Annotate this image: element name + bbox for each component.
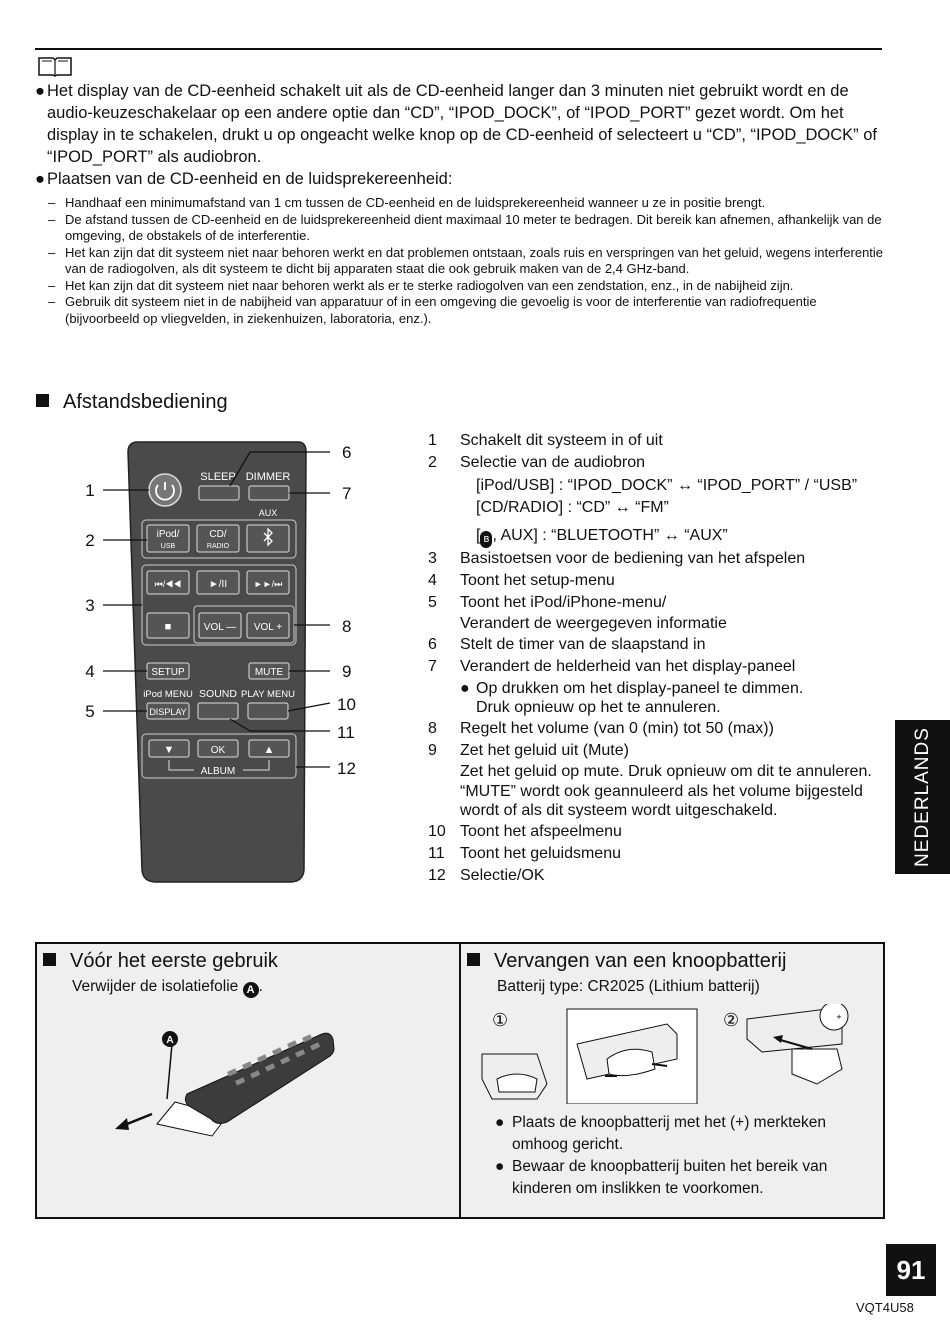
battery-title: Vervangen van een knoopbatterij — [494, 950, 787, 972]
legend-item-7a: Op drukken om het display-paneel te dimmen. — [476, 679, 804, 697]
dash-item: Gebruik dit systeem niet in de nabijheid van apparatuur of in een omgeving die gevoelig is voor de interferentie van radiofrequentie (bijvoorbeeld op vliegvelden, in ziekenhuizen, laboratoria, enz.). — [65, 294, 817, 326]
section-heading — [36, 391, 228, 414]
legend-item-2c — [428, 525, 878, 548]
legend-number: 4 — [428, 571, 437, 589]
legend-item-9: Zet het geluid uit (Mute) — [460, 741, 629, 759]
legend-number: 8 — [428, 719, 437, 737]
vol-up-label: VOL + — [253, 622, 283, 633]
legend-item-4: Toont het setup-menu — [460, 571, 615, 589]
first-use-title: Vóór het eerste gebruik — [70, 950, 278, 972]
legend-item-7: Verandert de helderheid van het display-paneel — [460, 658, 796, 676]
legend-item-2c-text: , AUX] : “BLUETOOTH” ↔ “AUX” — [492, 526, 728, 544]
remote-legend — [428, 430, 878, 888]
callout-5: 5 — [85, 702, 95, 721]
display-label: DISPLAY — [149, 707, 187, 717]
callout-9: 9 — [342, 662, 352, 681]
vol-down-label: VOL — — [203, 622, 237, 633]
legend-item-9b: Zet het geluid op mute. Druk opnieuw om dit te annuleren. “MUTE” wordt ook geannuleerd als het volume bijgesteld wordt of als dit systeem wordt uitgeschakeld. — [460, 763, 872, 820]
play-menu-label: PLAY MENU — [240, 689, 296, 700]
square-bullet-icon — [43, 953, 56, 966]
ipod-menu-label: iPod MENU — [143, 689, 193, 700]
battery-replacement-illustration — [477, 1004, 857, 1104]
legend-item-2b: [CD/RADIO] : “CD” ↔ “FM” — [476, 498, 669, 516]
legend-number: 10 — [428, 822, 446, 840]
notes-block: ● Het display van de CD-eenheid schakelt uit als de CD-eenheid langer dan 3 minuten niet gebruikt wordt en de audio-keuzeschakelaar op een andere optie dan “CD”, “IPOD_DOCK”, of “IPOD_PORT” gezet wordt. Om het display in te schakelen, drukt u op ongeacht welke knop op de CD-eenheid of selecteert u “CD”, “IPOD_DOCK” of “IPOD_PORT” als audiobron. ● Plaatsen van de CD-eenheid en de luidsprekereenheid: — [35, 80, 885, 190]
box-divider — [459, 944, 461, 1217]
legend-number: 9 — [428, 741, 437, 759]
play-pause-icon: ►/II — [208, 579, 228, 590]
callout-10: 10 — [337, 695, 356, 714]
svg-text:A: A — [166, 1035, 174, 1046]
legend-item-10: Toont het afspeelmenu — [460, 822, 622, 840]
battery-type: Batterij type: CR2025 (Lithium batterij) — [497, 978, 760, 995]
square-bullet-icon — [36, 394, 49, 407]
period: . — [258, 978, 263, 995]
battery-heading — [467, 950, 786, 973]
legend-item-3: Basistoetsen voor de bediening van het afspelen — [460, 549, 806, 567]
callout-8: 8 — [342, 617, 352, 636]
radio-label: RADIO — [206, 543, 230, 550]
legend-item-5b: Verandert de weergegeven informatie — [460, 615, 727, 633]
dimmer-label: DIMMER — [245, 471, 291, 483]
dash-item: Het kan zijn dat dit systeem niet naar behoren werkt en dat problemen ontstaan, zoals ruis en verspringen van het geluid, wegens interferentie van de radiogolven, als dit systeem te dicht bij apparaten staat die ook gebruik maken van de 2,4 GHz-band. — [65, 244, 884, 276]
callout-3: 3 — [85, 596, 95, 615]
callout-12: 12 — [337, 759, 356, 778]
callout-2: 2 — [85, 531, 95, 550]
play-menu-button[interactable] — [248, 703, 288, 719]
legend-number: 1 — [428, 432, 437, 449]
legend-item-2a: [iPod/USB] : “IPOD_DOCK” ↔ “IPOD_PORT” / “USB” — [476, 476, 858, 494]
aux-label: AUX — [258, 508, 278, 518]
ipod-label: iPod/ — [156, 529, 180, 540]
sleep-label: SLEEP — [200, 471, 236, 483]
callout-6: 6 — [342, 443, 352, 462]
dash-item: Handhaaf een minimumafstand van 1 cm tussen de CD-eenheid en de luidsprekereenheid wanneer u ze in positie brengt. — [65, 195, 766, 210]
up-arrow-icon: ▲ — [263, 744, 275, 756]
note-bullet-2: Plaatsen van de CD-eenheid en de luidsprekereenheid: — [47, 170, 453, 188]
stop-icon: ■ — [164, 621, 172, 633]
down-arrow-icon: ▼ — [163, 744, 175, 756]
legend-number: 6 — [428, 635, 437, 653]
first-use-text — [72, 978, 263, 998]
battery-note-1: Plaats de knoopbatterij met het (+) merkteken omhoog gericht. — [512, 1114, 827, 1153]
setup-label: SETUP — [151, 667, 185, 678]
marker-a-icon: A — [243, 982, 259, 998]
callout-11: 11 — [337, 723, 355, 742]
first-use-instruction: Verwijder de isolatiefolie — [72, 978, 239, 995]
next-icon: ►►/⏭ — [253, 579, 283, 589]
document-code: VQT4U58 — [856, 1300, 914, 1315]
bullet-icon: ● — [460, 679, 470, 697]
dash-item: De afstand tussen de CD-eenheid en de luidsprekereenheid dient maximaal 10 meter te bedragen. Dit bereik kan afnemen, afhankelijk van de omgeving, de obstakels of de interferentie. — [65, 211, 882, 243]
sound-button[interactable] — [198, 703, 238, 719]
legend-number: 3 — [428, 549, 437, 567]
first-use-heading — [43, 950, 278, 973]
remote-illustration — [75, 435, 375, 890]
battery-note-2: Bewaar de knoopbatterij buiten het bereik van kinderen om inslikken te voorkomen. — [512, 1158, 828, 1197]
insulation-foil-illustration — [97, 1014, 397, 1144]
language-label: NEDERLANDS — [911, 727, 933, 867]
legend-item-1: Schakelt dit systeem in of uit — [460, 432, 663, 449]
legend-item-11: Toont het geluidsmenu — [460, 844, 621, 862]
legend-number: 7 — [428, 658, 437, 676]
arrow-left-icon — [115, 1118, 129, 1130]
note-book-icon — [38, 55, 72, 77]
dash-item: Het kan zijn dat dit systeem niet naar behoren werkt als er te sterke radiogolven van een zendstation, enz., in de nabijheid zijn. — [65, 277, 794, 293]
section-title: Afstandsbediening — [63, 391, 228, 413]
step-1-marker: ① — [492, 1010, 509, 1030]
step-2-marker: ② — [723, 1010, 740, 1030]
legend-item-5: Toont het iPod/iPhone-menu/ — [460, 594, 667, 612]
bottom-info-box — [35, 942, 885, 1219]
album-label: ALBUM — [200, 766, 236, 777]
language-side-tab — [895, 720, 950, 874]
legend-item-8: Regelt het volume (van 0 (min) tot 50 (max)) — [460, 719, 774, 737]
cd-label: CD/ — [209, 529, 227, 540]
square-bullet-icon — [467, 953, 480, 966]
legend-item-7b: Druk opnieuw op het te annuleren. — [476, 699, 721, 717]
bracket-open: [ — [476, 526, 481, 544]
dimmer-button[interactable] — [249, 486, 289, 500]
mute-label: MUTE — [254, 667, 284, 678]
sound-label: SOUND — [199, 688, 237, 700]
legend-number: 2 — [428, 454, 437, 472]
bluetooth-icon: ʙ — [480, 531, 492, 548]
battery-notes — [495, 1112, 875, 1200]
page-number: 91 — [886, 1244, 936, 1296]
sleep-button[interactable] — [199, 486, 239, 500]
legend-item-12: Selectie/OK — [460, 867, 545, 885]
note-bullet-1: Het display van de CD-eenheid schakelt uit als de CD-eenheid langer dan 3 minuten niet gebruikt wordt en de audio-keuzeschakelaar op een andere optie dan “CD”, “IPOD_DOCK”, of “IPOD_PORT” gezet wordt. Om het display in te schakelen, drukt u op ongeacht welke knop op de CD-eenheid of selecteert u “CD”, “IPOD_DOCK” of “IPOD_PORT” als audiobron. — [47, 82, 878, 166]
legend-number: 5 — [428, 594, 437, 612]
ok-label: OK — [210, 745, 226, 756]
bullet-icon: ● — [495, 1158, 505, 1175]
callout-1: 1 — [85, 481, 95, 500]
callout-4: 4 — [85, 662, 95, 681]
prev-icon: ⏮/◀◀ — [154, 579, 182, 589]
svg-text:+: + — [836, 1012, 842, 1022]
usb-label: USB — [160, 543, 176, 550]
top-rule — [35, 48, 882, 50]
legend-item-2: Selectie van de audiobron — [460, 454, 646, 472]
callout-7: 7 — [342, 484, 352, 503]
notes-dash-list: – Handhaaf een minimumafstand van 1 cm tussen de CD-eenheid en de luidsprekereenheid wanneer u ze in positie brengt. – De afstand tussen de CD-eenheid en de luidsprekereenheid dient maximaal 10 meter te bedragen. Dit bereik kan afnemen, afhankelijk van de omgeving, de obstakels of de interferentie. – Het kan zijn dat dit systeem niet naar behoren werkt en dat problemen ontstaan, zoals ruis en verspringen van het geluid, wegens interferentie van de radiogolven, als dit systeem te dicht bij apparaten staat die ook gebruik maken van de 2,4 GHz-band. – Het kan zijn dat dit systeem niet naar behoren werkt als er te sterke radiogolven van een zendstation, enz., in de nabijheid zijn. – Gebruik dit systeem niet in de nabijheid van apparatuur of in een omgeving die gevoelig is voor de interferentie van radiofrequentie (bijvoorbeeld op vliegvelden, in ziekenhuizen, laboratoria, enz.). — [48, 195, 884, 326]
legend-number: 11 — [428, 844, 445, 862]
legend-number: 12 — [428, 867, 446, 885]
bullet-icon: ● — [495, 1114, 505, 1131]
legend-item-6: Stelt de timer van de slaapstand in — [460, 635, 706, 653]
